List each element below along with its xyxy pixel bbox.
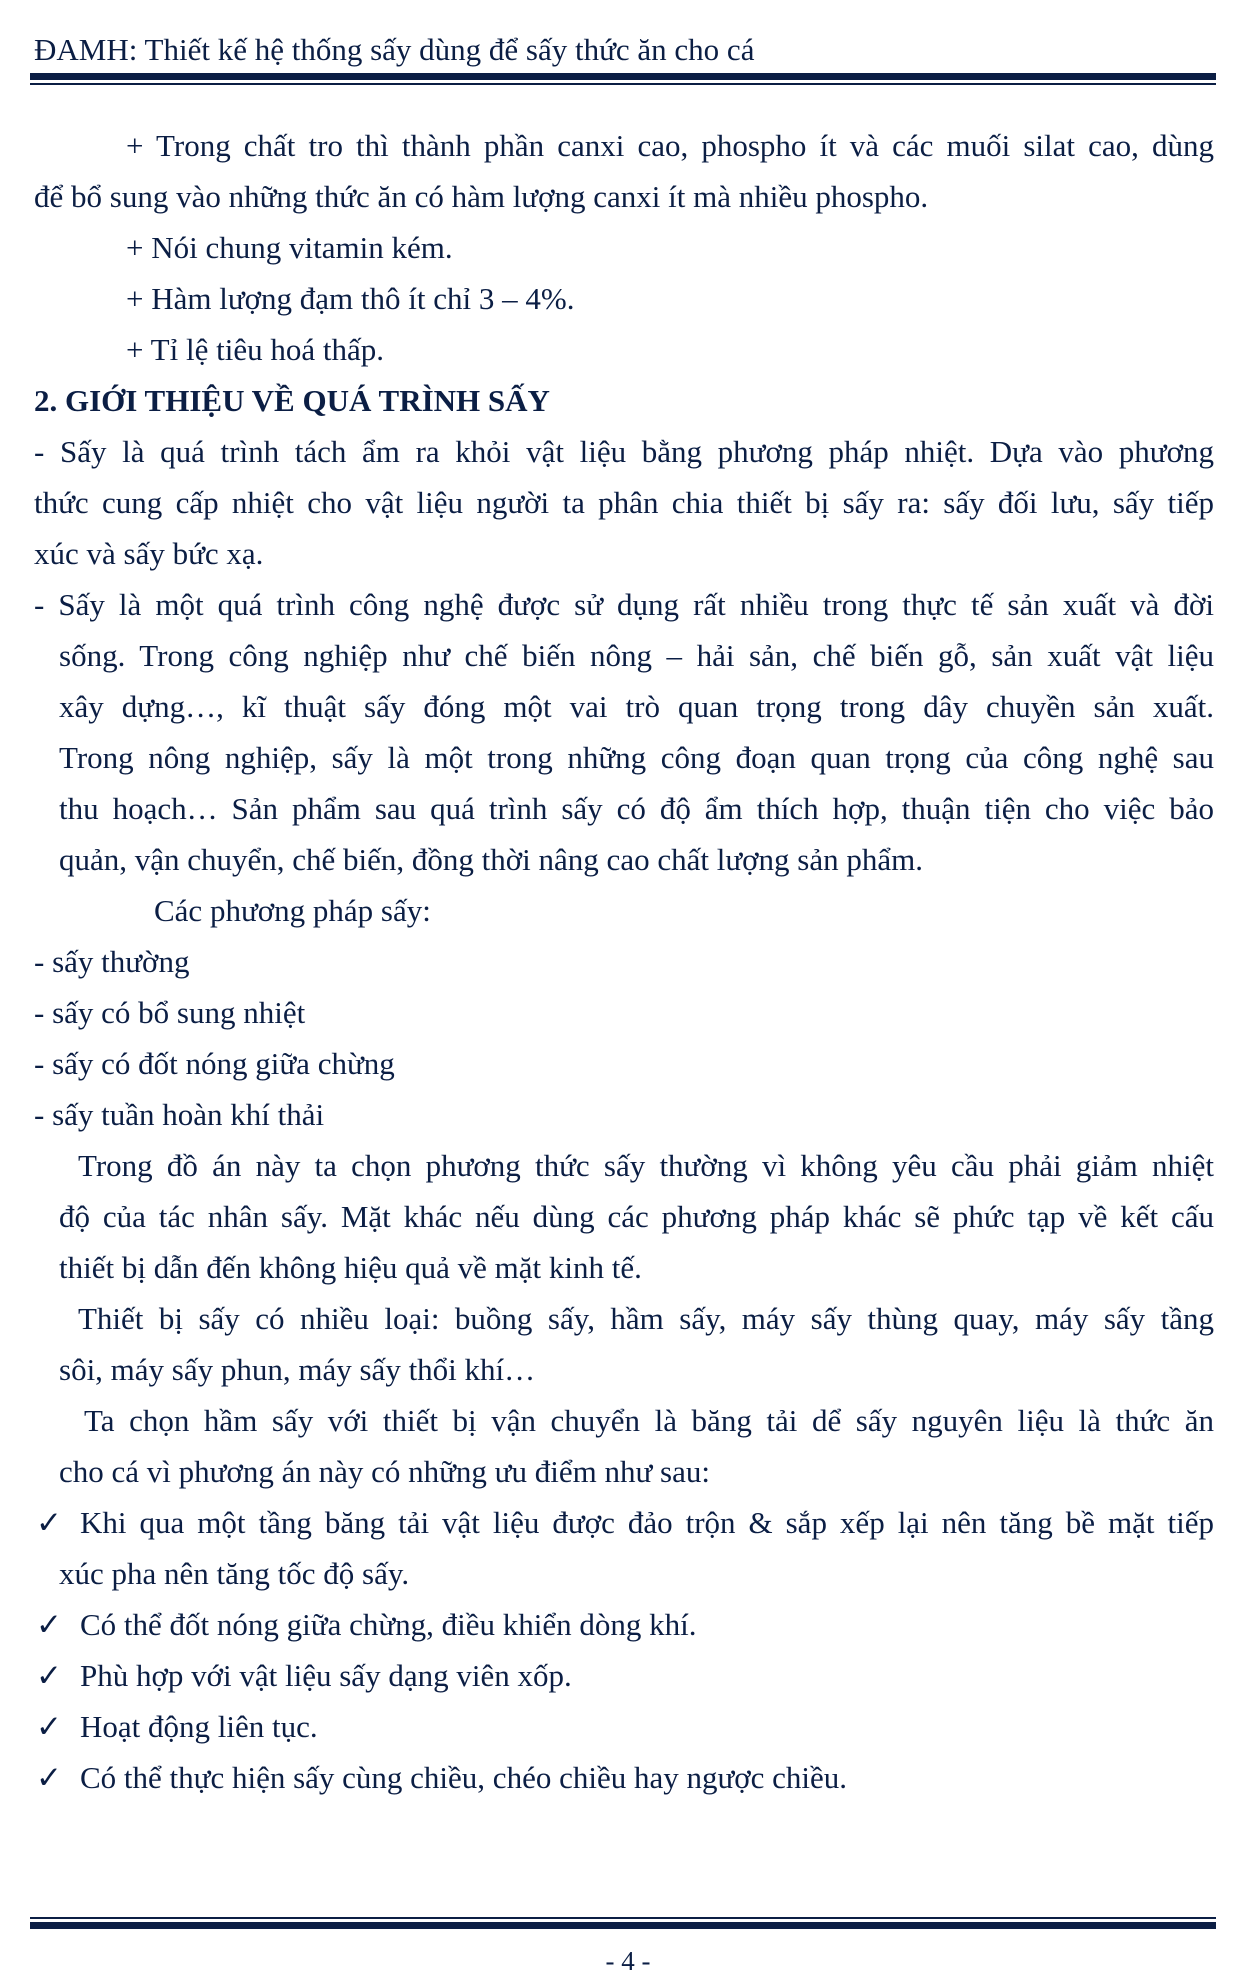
para1-line3: xúc và sấy bức xạ. (34, 536, 264, 571)
para2-line1: - Sấy là một quá trình công nghệ được sử dụng rất nhiều trong thực tế sản xuất và đời (34, 587, 1214, 622)
method-item: - sấy thường (34, 944, 190, 979)
para5-line2: cho cá vì phương án này có những ưu điểm như sau: (59, 1454, 710, 1489)
check-icon: ✓ (36, 1760, 62, 1795)
checklist-text: Có thể đốt nóng giữa chừng, điều khiển dòng khí. (80, 1607, 697, 1642)
checklist-item (34, 1650, 1214, 1701)
checklist-text: Có thể thực hiện sấy cùng chiều, chéo chiều hay ngược chiều. (80, 1760, 848, 1795)
checklist-item (34, 1752, 1214, 1803)
check-icon: ✓ (36, 1505, 62, 1540)
plus-item-digestibility: + Tỉ lệ tiêu hoá thấp. (126, 332, 384, 367)
method-item: - sấy có bổ sung nhiệt (34, 995, 306, 1030)
footer-rule-thin (30, 1917, 1216, 1919)
plus-item-ash-line2: để bổ sung vào những thức ăn có hàm lượng canxi ít mà nhiều phospho. (34, 179, 929, 214)
page-header-title: ĐAMH: Thiết kế hệ thống sấy dùng để sấy thức ăn cho cá (34, 32, 755, 67)
para2-line4: Trong nông nghiệp, sấy là một trong những công đoạn quan trọng của công nghệ sau (59, 740, 1214, 775)
para1-line1: - Sấy là quá trình tách ẩm ra khỏi vật liệu bằng phương pháp nhiệt. Dựa vào phương (34, 434, 1214, 469)
footer-rule-thick (30, 1922, 1216, 1929)
methods-intro: Các phương pháp sấy: (154, 893, 431, 928)
para4-line1: Thiết bị sấy có nhiều loại: buồng sấy, hầm sấy, máy sấy thùng quay, máy sấy tầng (78, 1301, 1214, 1336)
para3-line2: độ của tác nhân sấy. Mặt khác nếu dùng các phương pháp khác sẽ phức tạp về kết cấu (59, 1199, 1214, 1234)
header-rule (30, 73, 1216, 85)
para3-line3: thiết bị dẫn đến không hiệu quả về mặt kinh tế. (59, 1250, 642, 1285)
plus-item-vitamin: + Nói chung vitamin kém. (126, 230, 453, 265)
para3-line1: Trong đồ án này ta chọn phương thức sấy thường vì không yêu cầu phải giảm nhiệt (78, 1148, 1214, 1183)
para2-line5: thu hoạch… Sản phẩm sau quá trình sấy có độ ẩm thích hợp, thuận tiện cho việc bảo (59, 791, 1214, 826)
checklist-item (34, 1599, 1214, 1650)
para2-line3: xây dựng…, kĩ thuật sấy đóng một vai trò quan trọng trong dây chuyền sản xuất. (59, 689, 1214, 724)
method-item: - sấy có đốt nóng giữa chừng (34, 1046, 395, 1081)
plus-item-ash-line1: + Trong chất tro thì thành phần canxi cao, phospho ít và các muối silat cao, dùng (126, 128, 1214, 163)
para2-line2: sống. Trong công nghiệp như chế biến nông – hải sản, chế biến gỗ, sản xuất vật liệu (59, 638, 1214, 673)
plus-item-protein: + Hàm lượng đạm thô ít chỉ 3 – 4%. (126, 281, 575, 316)
check-icon: ✓ (36, 1709, 62, 1744)
check-icon: ✓ (36, 1607, 62, 1642)
checklist-item (34, 1497, 1214, 1548)
section-heading: 2. GIỚI THIỆU VỀ QUÁ TRÌNH SẤY (34, 383, 550, 418)
method-item: - sấy tuần hoàn khí thải (34, 1097, 325, 1132)
header-rule-thick (30, 73, 1216, 80)
checklist-text-continued: xúc pha nên tăng tốc độ sấy. (59, 1556, 410, 1591)
footer-rule (30, 1917, 1216, 1929)
header-rule-thin (30, 83, 1216, 85)
checklist-item (34, 1701, 1214, 1752)
check-icon: ✓ (36, 1658, 62, 1693)
document-body (34, 120, 1214, 1803)
para5-line1: Ta chọn hầm sấy với thiết bị vận chuyển là băng tải dể sấy nguyên liệu là thức ăn (84, 1403, 1214, 1438)
checklist-text: Phù hợp với vật liệu sấy dạng viên xốp. (80, 1658, 572, 1693)
page-number: - 4 - (605, 1946, 651, 1976)
para1-line2: thức cung cấp nhiệt cho vật liệu người ta phân chia thiết bị sấy ra: sấy đối lưu, sấy tiếp (34, 485, 1214, 520)
checklist-text: Hoạt động liên tục. (80, 1709, 318, 1744)
para4-line2: sôi, máy sấy phun, máy sấy thổi khí… (59, 1352, 536, 1387)
para2-line6: quản, vận chuyển, chế biến, đồng thời nâng cao chất lượng sản phẩm. (59, 842, 923, 877)
checklist-text: Khi qua một tầng băng tải vật liệu được đảo trộn & sắp xếp lại nên tăng bề mặt tiếp (80, 1505, 1214, 1540)
